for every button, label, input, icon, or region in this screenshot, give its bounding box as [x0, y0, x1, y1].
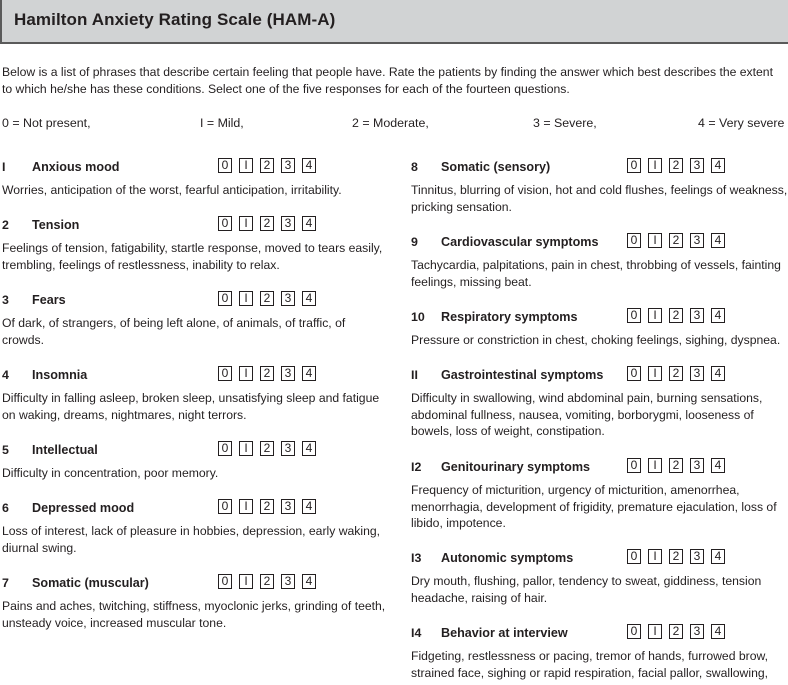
- rating-2-checkbox[interactable]: 2: [669, 308, 683, 323]
- item-title: Genitourinary symptoms: [441, 460, 591, 474]
- rating-4-checkbox[interactable]: 4: [302, 441, 316, 456]
- rating-options: [218, 574, 316, 592]
- rating-4-checkbox[interactable]: 4: [302, 158, 316, 173]
- rating-2-checkbox[interactable]: 2: [260, 441, 274, 456]
- rating-1-checkbox[interactable]: I: [648, 624, 662, 639]
- rating-3-checkbox[interactable]: 3: [281, 441, 295, 456]
- item-description: Difficulty in swallowing, wind abdominal pain, burning sensations, abdominal fullness, nausea, vomiting, borborygmi, looseness of bowels, loss of weight, constipation.: [411, 391, 763, 438]
- item-description: Tinnitus, blurring of vision, hot and cold flushes, feelings of weakness, pricking sensation.: [411, 183, 788, 214]
- item-title: Gastrointestinal symptoms: [441, 368, 604, 382]
- rating-1-checkbox[interactable]: I: [648, 458, 662, 473]
- item-autonomic: [411, 549, 788, 606]
- item-somatic-muscular: [2, 574, 387, 631]
- item-tension: [2, 216, 387, 273]
- rating-0-checkbox[interactable]: 0: [627, 158, 641, 173]
- item-title: Fears: [32, 293, 66, 307]
- item-description: Dry mouth, flushing, pallor, tendency to sweat, giddiness, tension headache, raising of hair.: [411, 574, 762, 605]
- item-insomnia: [2, 366, 387, 423]
- rating-options: [627, 549, 725, 567]
- rating-3-checkbox[interactable]: 3: [690, 158, 704, 173]
- rating-0-checkbox[interactable]: 0: [218, 216, 232, 231]
- rating-scale-legend: [0, 116, 788, 132]
- item-number: II: [411, 368, 418, 382]
- item-number: 10: [411, 310, 425, 324]
- item-number: 4: [2, 368, 9, 382]
- rating-options: [627, 158, 725, 176]
- item-description: Tachycardia, palpitations, pain in chest, throbbing of vessels, fainting feelings, missing beat.: [411, 258, 781, 289]
- rating-2-checkbox[interactable]: 2: [669, 366, 683, 381]
- scale-4-label: 4 = Very severe: [698, 116, 785, 130]
- item-description: Frequency of micturition, urgency of micturition, amenorrhea, menorrhagia, development of frigidity, premature ejaculation, loss of libido, impotence.: [411, 483, 777, 530]
- rating-1-checkbox[interactable]: I: [239, 291, 253, 306]
- instructions-text: Below is a list of phrases that describe certain feeling that people have. Rate the patients by finding the answer which best describes the extent to which he/she has these conditions. Select one of the five responses for each of the fourteen questions.: [2, 65, 773, 96]
- rating-4-checkbox[interactable]: 4: [302, 291, 316, 306]
- rating-3-checkbox[interactable]: 3: [281, 499, 295, 514]
- item-number: 6: [2, 501, 9, 515]
- rating-2-checkbox[interactable]: 2: [669, 549, 683, 564]
- rating-1-checkbox[interactable]: I: [239, 499, 253, 514]
- scale-1-label: I = Mild,: [200, 116, 244, 130]
- rating-3-checkbox[interactable]: 3: [281, 291, 295, 306]
- item-title: Intellectual: [32, 443, 98, 457]
- item-title: Respiratory symptoms: [441, 310, 578, 324]
- item-number: 7: [2, 576, 9, 590]
- item-number: 5: [2, 443, 9, 457]
- rating-2-checkbox[interactable]: 2: [669, 158, 683, 173]
- rating-0-checkbox[interactable]: 0: [218, 291, 232, 306]
- item-title: Insomnia: [32, 368, 88, 382]
- rating-4-checkbox[interactable]: 4: [711, 158, 725, 173]
- item-title: Depressed mood: [32, 501, 135, 515]
- scale-3-label: 3 = Severe,: [533, 116, 597, 130]
- item-description: Difficulty in falling asleep, broken sleep, unsatisfying sleep and fatigue on waking, dreams, nightmares, night terrors.: [2, 391, 380, 422]
- rating-3-checkbox[interactable]: 3: [690, 624, 704, 639]
- rating-3-checkbox[interactable]: 3: [690, 233, 704, 248]
- item-number: 8: [411, 160, 418, 174]
- rating-1-checkbox[interactable]: I: [648, 308, 662, 323]
- item-title: Autonomic symptoms: [441, 551, 574, 565]
- item-description: Feelings of tension, fatigability, startle response, moved to tears easily, trembling, feelings of restlessness, inability to relax.: [2, 241, 383, 272]
- rating-options: [218, 441, 316, 459]
- rating-3-checkbox[interactable]: 3: [690, 366, 704, 381]
- rating-3-checkbox[interactable]: 3: [690, 549, 704, 564]
- rating-1-checkbox[interactable]: I: [648, 549, 662, 564]
- item-anxious-mood: [2, 158, 387, 199]
- item-number: I2: [411, 460, 422, 474]
- rating-0-checkbox[interactable]: 0: [627, 624, 641, 639]
- rating-options: [627, 458, 725, 476]
- item-gastrointestinal: [411, 366, 788, 440]
- rating-4-checkbox[interactable]: 4: [711, 624, 725, 639]
- rating-0-checkbox[interactable]: 0: [218, 158, 232, 173]
- item-description: Pains and aches, twitching, stiffness, myoclonic jerks, grinding of teeth, unsteady voice, increased muscular tone.: [2, 599, 386, 630]
- rating-1-checkbox[interactable]: I: [239, 574, 253, 589]
- title-banner: [0, 0, 788, 44]
- rating-options: [627, 233, 725, 251]
- item-title: Behavior at interview: [441, 626, 568, 640]
- rating-4-checkbox[interactable]: 4: [711, 366, 725, 381]
- rating-options: [218, 499, 316, 517]
- rating-4-checkbox[interactable]: 4: [302, 216, 316, 231]
- rating-1-checkbox[interactable]: I: [239, 441, 253, 456]
- rating-0-checkbox[interactable]: 0: [627, 308, 641, 323]
- item-depressed-mood: [2, 499, 387, 556]
- item-description: Pressure or constriction in chest, choking feelings, sighing, dyspnea.: [411, 333, 781, 347]
- item-fears: [2, 291, 387, 348]
- rating-2-checkbox[interactable]: 2: [260, 216, 274, 231]
- rating-3-checkbox[interactable]: 3: [690, 308, 704, 323]
- rating-3-checkbox[interactable]: 3: [281, 574, 295, 589]
- rating-0-checkbox[interactable]: 0: [627, 233, 641, 248]
- rating-3-checkbox[interactable]: 3: [281, 158, 295, 173]
- rating-0-checkbox[interactable]: 0: [627, 549, 641, 564]
- rating-options: [218, 216, 316, 234]
- item-description: Loss of interest, lack of pleasure in hobbies, depression, early waking, diurnal swing.: [2, 524, 381, 555]
- rating-1-checkbox[interactable]: I: [648, 233, 662, 248]
- rating-4-checkbox[interactable]: 4: [302, 366, 316, 381]
- item-description: Of dark, of strangers, of being left alone, of animals, of traffic, of crowds.: [2, 316, 346, 347]
- rating-3-checkbox[interactable]: 3: [690, 458, 704, 473]
- rating-2-checkbox[interactable]: 2: [669, 233, 683, 248]
- item-number: 9: [411, 235, 418, 249]
- rating-0-checkbox[interactable]: 0: [218, 499, 232, 514]
- rating-options: [218, 291, 316, 309]
- rating-options: [627, 366, 725, 384]
- item-description: Fidgeting, restlessness or pacing, tremor of hands, furrowed brow, strained face, sighing or rapid respiration, facial pallor, swallowing,: [411, 649, 769, 680]
- rating-4-checkbox[interactable]: 4: [711, 549, 725, 564]
- rating-4-checkbox[interactable]: 4: [302, 499, 316, 514]
- item-number: I3: [411, 551, 422, 565]
- item-description: Difficulty in concentration, poor memory.: [2, 466, 219, 480]
- rating-1-checkbox[interactable]: I: [648, 366, 662, 381]
- item-title: Cardiovascular symptoms: [441, 235, 599, 249]
- item-genitourinary: [411, 458, 788, 532]
- item-number: 2: [2, 218, 9, 232]
- rating-0-checkbox[interactable]: 0: [627, 458, 641, 473]
- rating-4-checkbox[interactable]: 4: [711, 308, 725, 323]
- rating-4-checkbox[interactable]: 4: [302, 574, 316, 589]
- item-number: 3: [2, 293, 9, 307]
- item-description: Worries, anticipation of the worst, fearful anticipation, irritability.: [2, 183, 342, 197]
- rating-2-checkbox[interactable]: 2: [260, 158, 274, 173]
- rating-2-checkbox[interactable]: 2: [260, 499, 274, 514]
- rating-options: [627, 624, 725, 642]
- item-title: Somatic (muscular): [32, 576, 149, 590]
- scale-2-label: 2 = Moderate,: [352, 116, 429, 130]
- rating-2-checkbox[interactable]: 2: [260, 291, 274, 306]
- page-title: Hamilton Anxiety Rating Scale (HAM-A): [14, 10, 336, 29]
- rating-1-checkbox[interactable]: I: [239, 158, 253, 173]
- rating-4-checkbox[interactable]: 4: [711, 458, 725, 473]
- item-number: I: [2, 160, 6, 174]
- rating-options: [218, 158, 316, 176]
- item-respiratory: [411, 308, 788, 349]
- rating-2-checkbox[interactable]: 2: [260, 574, 274, 589]
- item-title: Somatic (sensory): [441, 160, 551, 174]
- rating-0-checkbox[interactable]: 0: [218, 574, 232, 589]
- item-number: I4: [411, 626, 422, 640]
- item-behavior-at-interview: [411, 624, 788, 681]
- item-title: Tension: [32, 218, 80, 232]
- rating-2-checkbox[interactable]: 2: [260, 366, 274, 381]
- rating-1-checkbox[interactable]: I: [239, 216, 253, 231]
- rating-options: [627, 308, 725, 326]
- rating-4-checkbox[interactable]: 4: [711, 233, 725, 248]
- rating-0-checkbox[interactable]: 0: [218, 441, 232, 456]
- rating-0-checkbox[interactable]: 0: [218, 366, 232, 381]
- item-intellectual: [2, 441, 387, 482]
- rating-3-checkbox[interactable]: 3: [281, 216, 295, 231]
- rating-1-checkbox[interactable]: I: [239, 366, 253, 381]
- item-somatic-sensory: [411, 158, 788, 215]
- item-title: Anxious mood: [32, 160, 120, 174]
- rating-2-checkbox[interactable]: 2: [669, 624, 683, 639]
- item-cardiovascular: [411, 233, 788, 290]
- rating-options: [218, 366, 316, 384]
- scale-0-label: 0 = Not present,: [2, 116, 91, 130]
- rating-3-checkbox[interactable]: 3: [281, 366, 295, 381]
- rating-1-checkbox[interactable]: I: [648, 158, 662, 173]
- rating-2-checkbox[interactable]: 2: [669, 458, 683, 473]
- rating-0-checkbox[interactable]: 0: [627, 366, 641, 381]
